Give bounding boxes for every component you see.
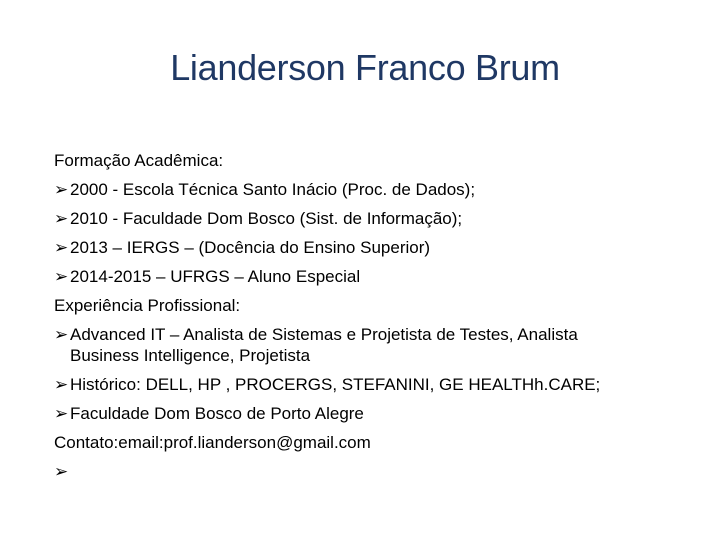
list-item	[54, 399, 694, 428]
list-item-text: 2010 - Faculdade Dom Bosco (Sist. de Informação);	[70, 209, 463, 228]
arrow-bullet-icon: ➢	[54, 462, 69, 481]
list-item	[54, 175, 694, 204]
list-item	[54, 262, 694, 291]
arrow-bullet-icon: ➢	[54, 209, 69, 228]
list-item	[54, 370, 694, 399]
list-item-text: Faculdade Dom Bosco de Porto Alegre	[70, 404, 364, 423]
slide-title: Lianderson Franco Brum	[170, 47, 560, 88]
experiencia-heading: Experiência Profissional:	[54, 296, 241, 315]
list-item-text: Histórico: DELL, HP , PROCERGS, STEFANINI, GE HEALTHh.CARE;	[70, 375, 601, 394]
arrow-bullet-icon: ➢	[54, 375, 69, 394]
slide-body	[54, 146, 694, 486]
contato-line: Contato:email:prof.lianderson@gmail.com	[54, 433, 371, 452]
list-item-text: 2014-2015 – UFRGS – Aluno Especial	[70, 267, 361, 286]
list-item	[54, 457, 694, 486]
list-item-continuation: Business Intelligence, Projetista	[70, 346, 311, 365]
arrow-bullet-icon: ➢	[54, 404, 69, 423]
arrow-bullet-icon: ➢	[54, 238, 69, 257]
arrow-bullet-icon: ➢	[54, 325, 69, 344]
list-item	[54, 233, 694, 262]
list-item-text: 2013 – IERGS – (Docência do Ensino Superior)	[70, 238, 431, 257]
list-item-text: 2000 - Escola Técnica Santo Inácio (Proc. de Dados);	[70, 180, 476, 199]
arrow-bullet-icon: ➢	[54, 180, 69, 199]
list-item-text: Advanced IT – Analista de Sistemas e Projetista de Testes, Analista	[70, 325, 578, 344]
list-item	[54, 320, 694, 370]
list-item	[54, 204, 694, 233]
formacao-heading: Formação Acadêmica:	[54, 151, 224, 170]
arrow-bullet-icon: ➢	[54, 267, 69, 286]
